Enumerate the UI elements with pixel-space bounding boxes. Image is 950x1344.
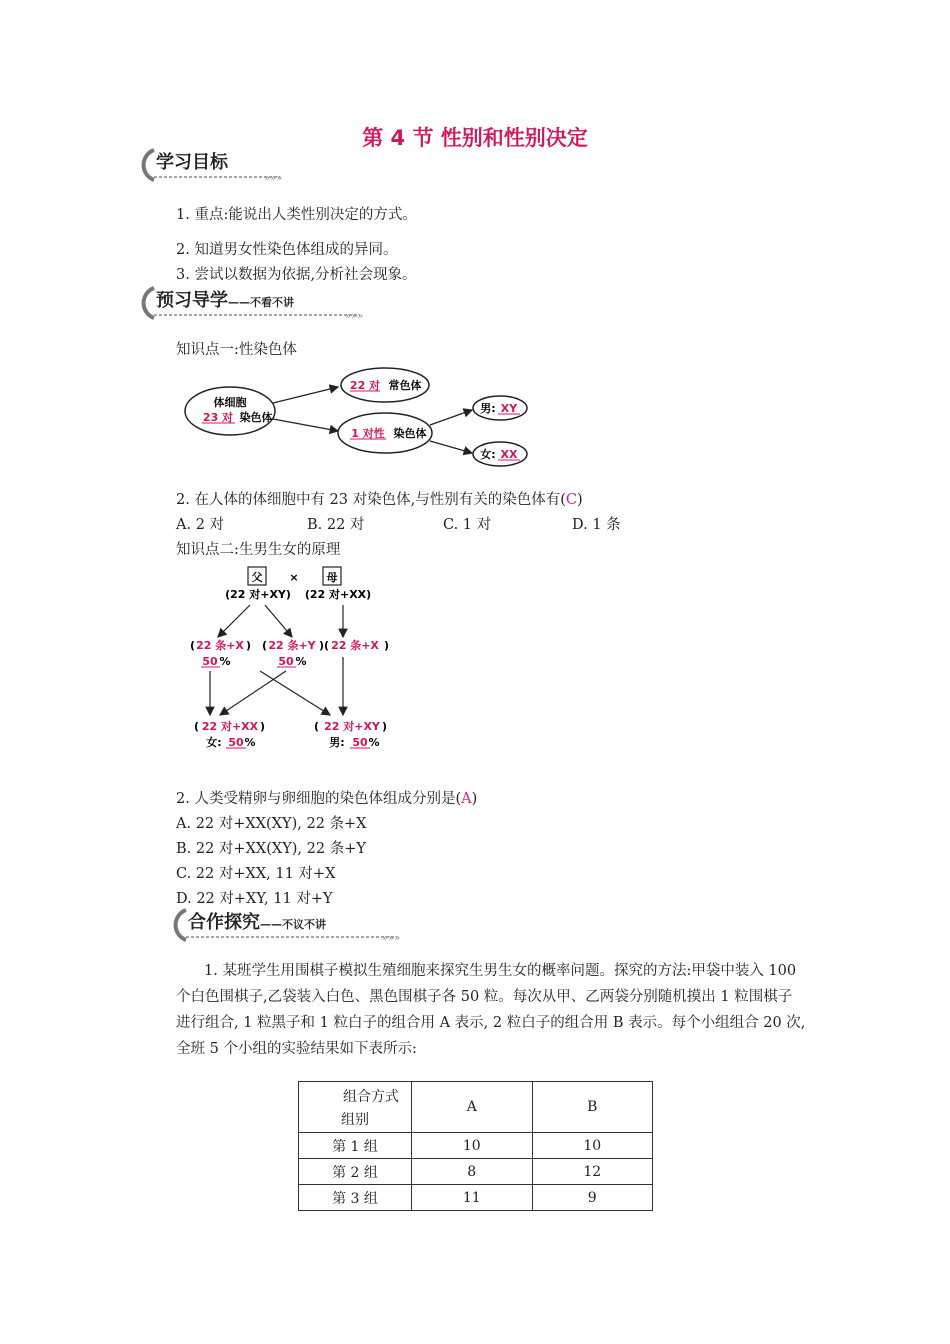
header-combination: 组合方式 bbox=[343, 1089, 399, 1105]
table-row: 第 1 组 10 10 bbox=[299, 1133, 653, 1159]
section-header-goals bbox=[140, 146, 290, 186]
male-label: 男: bbox=[480, 402, 496, 415]
table-header-row bbox=[299, 1082, 653, 1133]
sperm-y: 22 条+Y bbox=[268, 639, 316, 652]
svg-text:%: % bbox=[244, 736, 256, 749]
goal-1: 1. 重点:能说出人类性别决定的方式。 bbox=[176, 207, 417, 223]
section-title-goals: 学习目标 bbox=[156, 152, 228, 173]
kp2-option-d: D. 22 对+XY, 11 对+Y bbox=[176, 891, 333, 907]
header-group: 组别 bbox=[341, 1112, 369, 1128]
male-child-percent: 50 bbox=[352, 736, 368, 749]
autosome-pairs: 22 对 bbox=[349, 379, 381, 392]
chromosome-label: 染色体 bbox=[239, 411, 273, 424]
svg-text:»»»: »»» bbox=[382, 933, 401, 944]
table-row: 第 3 组 11 9 bbox=[299, 1185, 653, 1211]
mother-label: 母 bbox=[326, 571, 338, 584]
svg-text:): ) bbox=[319, 639, 325, 652]
svg-text:): ) bbox=[384, 639, 390, 652]
kp1-title: 知识点一:性染色体 bbox=[176, 342, 297, 358]
results-table bbox=[298, 1081, 653, 1211]
egg-x: 22 条+X bbox=[331, 639, 379, 652]
kp1-option-c: C. 1 对 bbox=[443, 517, 492, 533]
kp2-title: 知识点二:生男生女的原理 bbox=[176, 542, 341, 558]
sex-determination-diagram bbox=[190, 565, 430, 760]
svg-text:): ) bbox=[260, 720, 266, 733]
svg-text:(: ( bbox=[194, 720, 200, 733]
svg-text:): ) bbox=[382, 720, 388, 733]
sex-chromosome-diagram bbox=[180, 365, 540, 475]
svg-text:»»»: »»» bbox=[345, 311, 364, 322]
kp1-option-b: B. 22 对 bbox=[307, 517, 365, 533]
male-child-label: 男: bbox=[329, 736, 345, 749]
svg-text:(: ( bbox=[262, 639, 268, 652]
section-title-preview: 预习导学 bbox=[156, 290, 228, 311]
kp2-option-a: A. 22 对+XX(XY), 22 条+X bbox=[176, 816, 367, 832]
male-value: XY bbox=[500, 402, 518, 415]
table-corner-cell bbox=[299, 1082, 412, 1133]
kp2-option-b: B. 22 对+XX(XY), 22 条+Y bbox=[176, 841, 366, 857]
total-pairs: 23 对 bbox=[202, 411, 234, 424]
sperm-x-percent: 50 bbox=[202, 655, 218, 668]
female-label: 女: bbox=[480, 448, 496, 461]
svg-text:%: % bbox=[219, 655, 231, 668]
kp1-answer: C bbox=[565, 492, 577, 508]
father-genotype: (22 对+XY) bbox=[225, 588, 291, 601]
sex-pairs: 1 对性 bbox=[351, 427, 385, 440]
sperm-y-percent: 50 bbox=[278, 655, 294, 668]
svg-text:(: ( bbox=[190, 639, 196, 652]
father-label: 父 bbox=[251, 571, 263, 584]
header-col-a: A bbox=[412, 1082, 533, 1133]
section-subtitle-coop: ——不议不讲 bbox=[260, 918, 326, 931]
table-row: 第 2 组 8 12 bbox=[299, 1159, 653, 1185]
section-subtitle-preview: ——不看不讲 bbox=[228, 296, 294, 309]
female-child-genotype: 22 对+XX bbox=[201, 720, 259, 733]
svg-text:%: % bbox=[368, 736, 380, 749]
autosome-label: 常色体 bbox=[388, 379, 422, 392]
female-child-label: 女: bbox=[206, 736, 222, 749]
svg-text:»»»: »»» bbox=[264, 173, 283, 184]
coop-paragraph: 1. 某班学生用围棋子模拟生殖细胞来探究生男生女的概率问题。探究的方法:甲袋中装入 100 个白色围棋子,乙袋装入白色、黑色围棋子各 50 粒。每次从甲、乙两袋分别随机摸出 1 粒围棋子进行组合, 1 粒黑子和 1 粒白子的组合用 A 表示, 2 粒白子的组合用 B 表示。每个小组组合 20 次,全班 5 个小组的实验结果如下表所示: bbox=[176, 963, 806, 1057]
male-child-genotype: 22 对+XY bbox=[324, 720, 380, 733]
sex-chromosome-label: 染色体 bbox=[393, 427, 427, 440]
svg-text:(: ( bbox=[324, 639, 330, 652]
female-child-percent: 50 bbox=[228, 736, 244, 749]
sperm-x: 22 条+X bbox=[196, 639, 244, 652]
goal-2: 2. 知道男女性染色体组成的异同。 bbox=[176, 242, 398, 258]
section-title-coop: 合作探究 bbox=[188, 912, 260, 933]
section-header-preview bbox=[140, 284, 370, 324]
svg-text:%: % bbox=[295, 655, 307, 668]
kp1-option-a: A. 2 对 bbox=[176, 517, 225, 533]
cross-symbol: × bbox=[289, 571, 299, 584]
goal-3: 3. 尝试以数据为依据,分析社会现象。 bbox=[176, 267, 417, 283]
svg-text:): ) bbox=[246, 639, 252, 652]
female-value: XX bbox=[500, 448, 518, 461]
svg-text:(: ( bbox=[314, 720, 320, 733]
body-cell-label: 体细胞 bbox=[213, 396, 247, 409]
kp1-question: 2. 在人体的体细胞中有 23 对染色体,与性别有关的染色体有(C) bbox=[176, 492, 583, 508]
kp2-question: 2. 人类受精卵与卵细胞的染色体组成分别是(A) bbox=[176, 791, 478, 807]
header-col-b: B bbox=[532, 1082, 653, 1133]
page-title: 第 4 节 性别和性别决定 bbox=[362, 126, 588, 150]
kp1-option-d: D. 1 条 bbox=[572, 517, 621, 533]
mother-genotype: (22 对+XX) bbox=[304, 588, 372, 601]
kp2-option-c: C. 22 对+XX, 11 对+X bbox=[176, 866, 336, 882]
kp2-answer: A bbox=[461, 791, 472, 807]
